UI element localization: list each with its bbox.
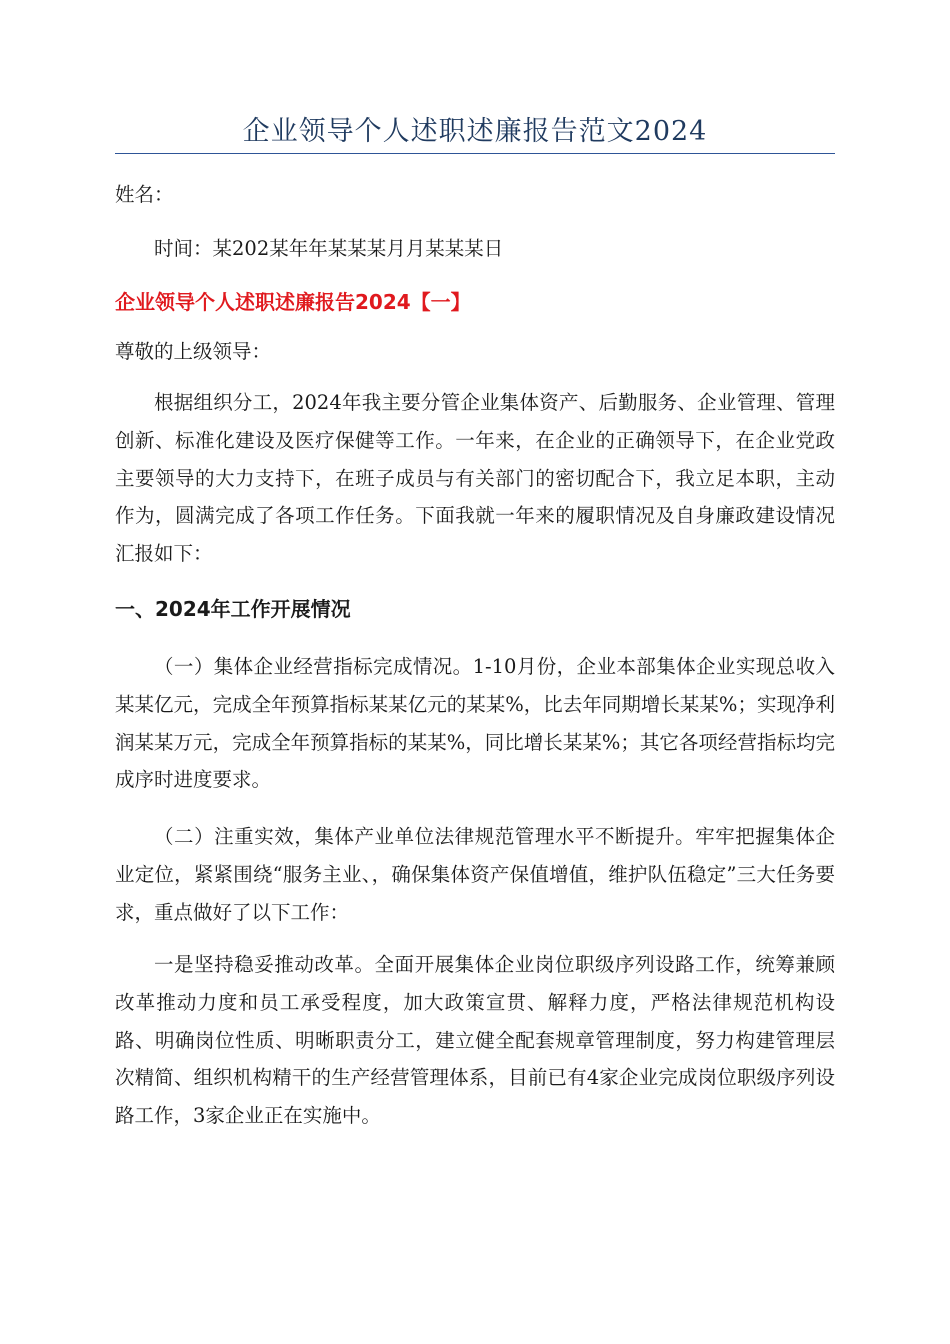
time-line: 时间：某202某年年某某某月月某某某日 bbox=[154, 237, 504, 260]
document-title: 企业领导个人述职述廉报告范文2024 bbox=[242, 116, 708, 147]
heading-work-overview: 一、2024年工作开展情况 bbox=[115, 597, 351, 621]
name-label: 姓名： bbox=[115, 183, 174, 206]
paragraph-intro: 根据组织分工，2024年我主要分管企业集体资产、后勤服务、企业管理、管理创新、标准化建设及医疗保健等工作。一年来，在企业的正确领导下，在企业党政主要领导的大力支持下，在班子成员与有关部门的密切配合下，我立足本职，主动作为，圆满完成了各项工作任务。下面我就一年来的履职情况及自身廉政建设情况汇报如下： bbox=[115, 391, 835, 566]
paragraph-item-1: （一）集体企业经营指标完成情况。1-10月份，企业本部集体企业实现总收入某某亿元，完成全年预算指标某某亿元的某某%，比去年同期增长某某%；实现净利润某某万元，完成全年预算指标的某某%，同比增长某某%；其它各项经营指标均完成序时进度要求。 bbox=[115, 655, 835, 792]
salutation: 尊敬的上级领导： bbox=[115, 340, 272, 363]
title-underline bbox=[115, 153, 835, 154]
section-title: 企业领导个人述职述廉报告2024【一】 bbox=[115, 290, 471, 314]
paragraph-item-2: （二）注重实效，集体产业单位法律规范管理水平不断提升。牢牢把握集体企业定位，紧紧围绕“服务主业、，确保集体资产保值增值，维护队伍稳定”三大任务要求，重点做好了以下工作： bbox=[115, 825, 835, 924]
paragraph-reform: 一是坚持稳妥推动改革。全面开展集体企业岗位职级序列设路工作，统筹兼顾改革推动力度和员工承受程度，加大政策宣贯、解释力度，严格法律规范机构设路、明确岗位性质、明晰职责分工，建立健全配套规章管理制度，努力构建管理层次精简、组织机构精干的生产经营管理体系，目前已有4家企业完成岗位职级序列设路工作，3家企业正在实施中。 bbox=[115, 953, 835, 1128]
